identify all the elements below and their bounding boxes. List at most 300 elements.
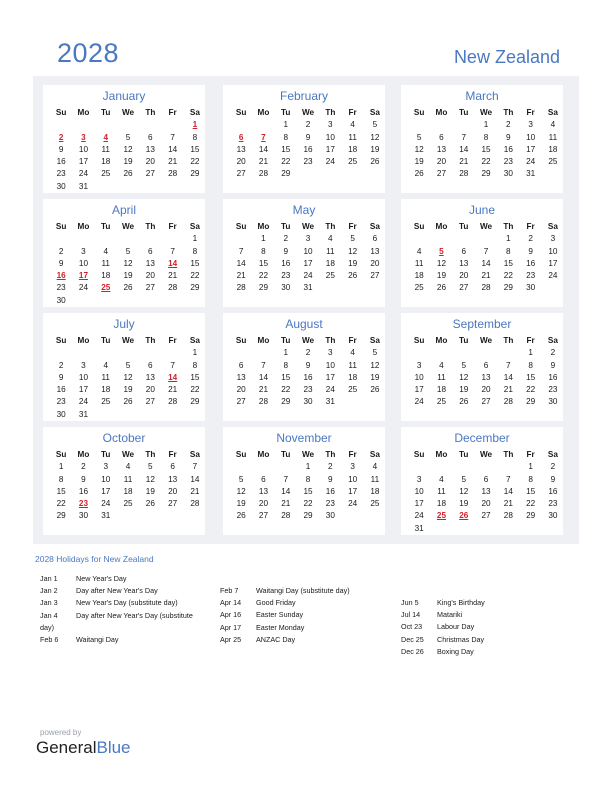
- day-cell[interactable]: 7: [283, 474, 289, 484]
- day-cell[interactable]: 26: [436, 283, 446, 293]
- day-cell[interactable]: 19: [145, 486, 155, 496]
- day-cell[interactable]: 13: [370, 246, 380, 256]
- day-cell[interactable]: 5: [148, 462, 153, 472]
- day-cell[interactable]: 19: [414, 157, 424, 167]
- holiday-day[interactable]: 14: [168, 258, 178, 268]
- day-cell[interactable]: 21: [236, 271, 246, 281]
- day-cell[interactable]: 28: [481, 283, 491, 293]
- day-cell[interactable]: 18: [123, 486, 133, 496]
- day-cell[interactable]: 15: [526, 486, 536, 496]
- day-cell[interactable]: 24: [78, 397, 88, 407]
- day-cell[interactable]: 18: [101, 157, 111, 167]
- day-cell[interactable]: 23: [325, 499, 335, 509]
- day-cell[interactable]: 10: [325, 360, 335, 370]
- day-cell[interactable]: 21: [190, 486, 200, 496]
- day-cell[interactable]: 23: [303, 385, 313, 395]
- day-cell[interactable]: 12: [370, 132, 380, 142]
- day-cell[interactable]: 22: [526, 499, 536, 509]
- day-cell[interactable]: 21: [258, 157, 268, 167]
- day-cell[interactable]: 4: [350, 120, 355, 130]
- day-cell[interactable]: 24: [348, 499, 358, 509]
- day-cell[interactable]: 29: [281, 169, 291, 179]
- day-cell[interactable]: 23: [503, 157, 513, 167]
- day-cell[interactable]: 8: [283, 132, 289, 142]
- day-cell[interactable]: 19: [348, 258, 358, 268]
- day-cell[interactable]: 12: [459, 372, 469, 382]
- day-cell[interactable]: 30: [281, 283, 291, 293]
- day-cell[interactable]: 30: [548, 511, 558, 521]
- day-cell[interactable]: 24: [325, 157, 335, 167]
- day-cell[interactable]: 11: [101, 258, 110, 268]
- day-cell[interactable]: 6: [461, 246, 467, 256]
- day-cell[interactable]: 13: [145, 372, 155, 382]
- day-cell[interactable]: 16: [548, 372, 558, 382]
- day-cell[interactable]: 3: [81, 360, 86, 370]
- day-cell[interactable]: 31: [303, 283, 313, 293]
- day-cell[interactable]: 5: [372, 348, 378, 358]
- day-cell[interactable]: 1: [305, 462, 311, 472]
- day-cell[interactable]: 24: [526, 157, 536, 167]
- day-cell[interactable]: 18: [348, 372, 358, 382]
- day-cell[interactable]: 8: [261, 246, 266, 256]
- day-cell[interactable]: 7: [170, 246, 175, 256]
- day-cell[interactable]: 7: [506, 360, 511, 370]
- day-cell[interactable]: 9: [58, 372, 64, 382]
- day-cell[interactable]: 27: [145, 169, 155, 179]
- day-cell[interactable]: 28: [503, 511, 513, 521]
- day-cell[interactable]: 23: [303, 157, 313, 167]
- day-cell[interactable]: 12: [459, 486, 469, 496]
- day-cell[interactable]: 14: [190, 474, 200, 484]
- day-cell[interactable]: 14: [258, 144, 268, 154]
- day-cell[interactable]: 6: [238, 360, 244, 370]
- day-cell[interactable]: 8: [192, 246, 198, 256]
- day-cell[interactable]: 27: [236, 169, 246, 179]
- day-cell[interactable]: 2: [550, 462, 556, 472]
- day-cell[interactable]: 22: [481, 157, 491, 167]
- day-cell[interactable]: 28: [258, 397, 268, 407]
- day-cell[interactable]: 4: [350, 348, 355, 358]
- day-cell[interactable]: 25: [414, 283, 424, 293]
- day-cell[interactable]: 16: [56, 385, 66, 395]
- day-cell[interactable]: 3: [550, 234, 556, 244]
- day-cell[interactable]: 9: [550, 474, 556, 484]
- day-cell[interactable]: 24: [325, 385, 335, 395]
- day-cell[interactable]: 11: [348, 132, 357, 142]
- day-cell[interactable]: 16: [548, 486, 558, 496]
- day-cell[interactable]: 7: [461, 132, 467, 142]
- day-cell[interactable]: 25: [348, 157, 358, 167]
- day-cell[interactable]: 8: [192, 360, 198, 370]
- day-cell[interactable]: 10: [348, 474, 358, 484]
- day-cell[interactable]: 24: [303, 271, 313, 281]
- day-cell[interactable]: 27: [436, 169, 446, 179]
- holiday-day[interactable]: 3: [81, 132, 86, 142]
- day-cell[interactable]: 10: [526, 132, 536, 142]
- day-cell[interactable]: 9: [305, 360, 311, 370]
- day-cell[interactable]: 1: [261, 234, 266, 244]
- day-cell[interactable]: 23: [56, 283, 66, 293]
- holiday-day[interactable]: 25: [101, 283, 111, 293]
- day-cell[interactable]: 3: [350, 462, 355, 472]
- day-cell[interactable]: 30: [56, 409, 66, 419]
- day-cell[interactable]: 2: [305, 348, 311, 358]
- day-cell[interactable]: 19: [123, 271, 133, 281]
- day-cell[interactable]: 28: [281, 511, 291, 521]
- day-cell[interactable]: 13: [236, 144, 246, 154]
- day-cell[interactable]: 11: [326, 246, 335, 256]
- day-cell[interactable]: 26: [459, 397, 469, 407]
- day-cell[interactable]: 25: [101, 397, 111, 407]
- day-cell[interactable]: 20: [370, 258, 380, 268]
- day-cell[interactable]: 29: [56, 511, 66, 521]
- day-cell[interactable]: 26: [236, 511, 246, 521]
- day-cell[interactable]: 15: [258, 258, 268, 268]
- day-cell[interactable]: 13: [168, 474, 178, 484]
- day-cell[interactable]: 7: [170, 360, 175, 370]
- day-cell[interactable]: 6: [439, 132, 444, 142]
- day-cell[interactable]: 8: [528, 474, 533, 484]
- day-cell[interactable]: 21: [168, 157, 178, 167]
- holiday-day[interactable]: 17: [78, 271, 88, 281]
- day-cell[interactable]: 11: [548, 132, 558, 142]
- day-cell[interactable]: 17: [325, 372, 335, 382]
- day-cell[interactable]: 14: [258, 372, 268, 382]
- day-cell[interactable]: 15: [503, 258, 513, 268]
- day-cell[interactable]: 9: [58, 258, 64, 268]
- day-cell[interactable]: 15: [281, 144, 291, 154]
- day-cell[interactable]: 8: [528, 360, 533, 370]
- day-cell[interactable]: 10: [78, 144, 88, 154]
- day-cell[interactable]: 7: [238, 246, 244, 256]
- day-cell[interactable]: 22: [281, 157, 291, 167]
- day-cell[interactable]: 1: [483, 120, 489, 130]
- day-cell[interactable]: 15: [190, 372, 200, 382]
- day-cell[interactable]: 24: [414, 511, 424, 521]
- day-cell[interactable]: 15: [281, 372, 291, 382]
- day-cell[interactable]: 23: [526, 271, 536, 281]
- day-cell[interactable]: 24: [414, 397, 424, 407]
- day-cell[interactable]: 6: [148, 132, 153, 142]
- day-cell[interactable]: 27: [168, 499, 178, 509]
- holiday-day[interactable]: 26: [459, 511, 469, 521]
- day-cell[interactable]: 25: [370, 499, 380, 509]
- day-cell[interactable]: 20: [145, 271, 155, 281]
- day-cell[interactable]: 10: [101, 474, 111, 484]
- day-cell[interactable]: 13: [436, 144, 446, 154]
- day-cell[interactable]: 17: [78, 157, 88, 167]
- day-cell[interactable]: 14: [281, 486, 291, 496]
- day-cell[interactable]: 3: [81, 246, 86, 256]
- day-cell[interactable]: 4: [439, 360, 444, 370]
- day-cell[interactable]: 9: [550, 360, 556, 370]
- day-cell[interactable]: 4: [416, 246, 422, 256]
- day-cell[interactable]: 3: [416, 360, 422, 370]
- day-cell[interactable]: 8: [283, 360, 289, 370]
- day-cell[interactable]: 12: [145, 474, 155, 484]
- day-cell[interactable]: 19: [436, 271, 446, 281]
- day-cell[interactable]: 1: [192, 348, 198, 358]
- day-cell[interactable]: 12: [414, 144, 424, 154]
- day-cell[interactable]: 1: [283, 348, 289, 358]
- day-cell[interactable]: 14: [503, 372, 513, 382]
- day-cell[interactable]: 2: [283, 234, 289, 244]
- day-cell[interactable]: 3: [305, 234, 311, 244]
- day-cell[interactable]: 13: [481, 372, 491, 382]
- day-cell[interactable]: 21: [503, 499, 513, 509]
- day-cell[interactable]: 13: [145, 258, 155, 268]
- day-cell[interactable]: 6: [170, 462, 175, 472]
- day-cell[interactable]: 31: [526, 169, 536, 179]
- day-cell[interactable]: 9: [283, 246, 289, 256]
- day-cell[interactable]: 2: [81, 462, 86, 472]
- day-cell[interactable]: 5: [125, 132, 131, 142]
- day-cell[interactable]: 14: [459, 144, 469, 154]
- day-cell[interactable]: 31: [414, 523, 424, 533]
- day-cell[interactable]: 16: [281, 258, 291, 268]
- day-cell[interactable]: 4: [439, 474, 444, 484]
- day-cell[interactable]: 17: [548, 258, 558, 268]
- day-cell[interactable]: 20: [459, 271, 469, 281]
- day-cell[interactable]: 30: [56, 181, 66, 191]
- day-cell[interactable]: 26: [370, 157, 380, 167]
- holiday-day[interactable]: 2: [58, 132, 64, 142]
- day-cell[interactable]: 8: [192, 132, 198, 142]
- day-cell[interactable]: 21: [168, 271, 178, 281]
- day-cell[interactable]: 4: [372, 462, 378, 472]
- day-cell[interactable]: 20: [236, 385, 246, 395]
- day-cell[interactable]: 5: [461, 474, 467, 484]
- day-cell[interactable]: 16: [56, 157, 66, 167]
- day-cell[interactable]: 18: [548, 144, 558, 154]
- day-cell[interactable]: 18: [436, 499, 446, 509]
- day-cell[interactable]: 29: [190, 283, 200, 293]
- day-cell[interactable]: 4: [103, 246, 109, 256]
- day-cell[interactable]: 16: [303, 144, 313, 154]
- day-cell[interactable]: 9: [528, 246, 533, 256]
- day-cell[interactable]: 7: [170, 132, 175, 142]
- day-cell[interactable]: 3: [528, 120, 533, 130]
- day-cell[interactable]: 21: [168, 385, 178, 395]
- day-cell[interactable]: 14: [168, 144, 178, 154]
- day-cell[interactable]: 3: [416, 474, 422, 484]
- day-cell[interactable]: 2: [305, 120, 311, 130]
- day-cell[interactable]: 5: [350, 234, 355, 244]
- day-cell[interactable]: 20: [258, 499, 268, 509]
- day-cell[interactable]: 8: [58, 474, 64, 484]
- day-cell[interactable]: 29: [303, 511, 313, 521]
- day-cell[interactable]: 10: [78, 372, 88, 382]
- day-cell[interactable]: 22: [56, 499, 66, 509]
- day-cell[interactable]: 21: [258, 385, 268, 395]
- day-cell[interactable]: 21: [281, 499, 291, 509]
- day-cell[interactable]: 9: [81, 474, 86, 484]
- day-cell[interactable]: 18: [325, 258, 335, 268]
- day-cell[interactable]: 17: [325, 144, 335, 154]
- day-cell[interactable]: 22: [190, 157, 200, 167]
- day-cell[interactable]: 28: [168, 397, 178, 407]
- holiday-day[interactable]: 7: [261, 132, 266, 142]
- day-cell[interactable]: 6: [148, 360, 153, 370]
- day-cell[interactable]: 27: [145, 397, 155, 407]
- day-cell[interactable]: 24: [548, 271, 558, 281]
- day-cell[interactable]: 29: [190, 169, 200, 179]
- day-cell[interactable]: 17: [78, 385, 88, 395]
- day-cell[interactable]: 23: [56, 169, 66, 179]
- day-cell[interactable]: 4: [550, 120, 556, 130]
- day-cell[interactable]: 18: [414, 271, 424, 281]
- day-cell[interactable]: 8: [305, 474, 311, 484]
- day-cell[interactable]: 17: [414, 385, 424, 395]
- day-cell[interactable]: 19: [370, 372, 380, 382]
- day-cell[interactable]: 2: [58, 246, 64, 256]
- day-cell[interactable]: 29: [258, 283, 268, 293]
- day-cell[interactable]: 11: [123, 474, 133, 484]
- day-cell[interactable]: 13: [258, 486, 268, 496]
- day-cell[interactable]: 17: [348, 486, 358, 496]
- day-cell[interactable]: 12: [123, 258, 133, 268]
- day-cell[interactable]: 29: [503, 283, 513, 293]
- day-cell[interactable]: 24: [101, 499, 111, 509]
- day-cell[interactable]: 6: [372, 234, 378, 244]
- day-cell[interactable]: 20: [168, 486, 178, 496]
- day-cell[interactable]: 20: [481, 385, 491, 395]
- day-cell[interactable]: 19: [123, 385, 133, 395]
- day-cell[interactable]: 17: [303, 258, 313, 268]
- day-cell[interactable]: 6: [483, 360, 489, 370]
- day-cell[interactable]: 22: [303, 499, 313, 509]
- day-cell[interactable]: 15: [481, 144, 491, 154]
- day-cell[interactable]: 18: [348, 144, 358, 154]
- day-cell[interactable]: 19: [459, 499, 469, 509]
- day-cell[interactable]: 23: [548, 499, 558, 509]
- day-cell[interactable]: 12: [236, 486, 246, 496]
- day-cell[interactable]: 28: [236, 283, 246, 293]
- day-cell[interactable]: 19: [236, 499, 246, 509]
- day-cell[interactable]: 4: [125, 462, 131, 472]
- day-cell[interactable]: 23: [56, 397, 66, 407]
- day-cell[interactable]: 16: [325, 486, 335, 496]
- day-cell[interactable]: 13: [145, 144, 155, 154]
- day-cell[interactable]: 25: [325, 271, 335, 281]
- day-cell[interactable]: 14: [503, 486, 513, 496]
- day-cell[interactable]: 6: [148, 246, 153, 256]
- day-cell[interactable]: 31: [101, 511, 111, 521]
- day-cell[interactable]: 3: [103, 462, 109, 472]
- day-cell[interactable]: 30: [503, 169, 513, 179]
- day-cell[interactable]: 17: [101, 486, 111, 496]
- holiday-day[interactable]: 14: [168, 372, 178, 382]
- day-cell[interactable]: 12: [348, 246, 358, 256]
- day-cell[interactable]: 27: [236, 397, 246, 407]
- holiday-day[interactable]: 25: [436, 511, 446, 521]
- day-cell[interactable]: 23: [281, 271, 291, 281]
- brand-logo[interactable]: [36, 738, 131, 758]
- day-cell[interactable]: 25: [101, 169, 111, 179]
- day-cell[interactable]: 4: [328, 234, 333, 244]
- day-cell[interactable]: 21: [459, 157, 469, 167]
- day-cell[interactable]: 16: [526, 258, 536, 268]
- day-cell[interactable]: 26: [123, 283, 133, 293]
- day-cell[interactable]: 13: [481, 486, 491, 496]
- day-cell[interactable]: 26: [348, 271, 358, 281]
- day-cell[interactable]: 30: [526, 283, 536, 293]
- day-cell[interactable]: 27: [145, 283, 155, 293]
- day-cell[interactable]: 25: [548, 157, 558, 167]
- day-cell[interactable]: 25: [436, 397, 446, 407]
- day-cell[interactable]: 18: [370, 486, 380, 496]
- day-cell[interactable]: 12: [370, 360, 380, 370]
- day-cell[interactable]: 29: [190, 397, 200, 407]
- day-cell[interactable]: 15: [190, 144, 200, 154]
- day-cell[interactable]: 19: [123, 157, 133, 167]
- day-cell[interactable]: 25: [348, 385, 358, 395]
- day-cell[interactable]: 21: [503, 385, 513, 395]
- day-cell[interactable]: 16: [503, 144, 513, 154]
- day-cell[interactable]: 11: [101, 372, 110, 382]
- day-cell[interactable]: 5: [461, 360, 467, 370]
- day-cell[interactable]: 1: [528, 462, 533, 472]
- day-cell[interactable]: 5: [416, 132, 422, 142]
- day-cell[interactable]: 18: [101, 271, 111, 281]
- day-cell[interactable]: 2: [58, 360, 64, 370]
- day-cell[interactable]: 26: [414, 169, 424, 179]
- day-cell[interactable]: 26: [123, 397, 133, 407]
- day-cell[interactable]: 10: [78, 258, 88, 268]
- day-cell[interactable]: 9: [506, 132, 511, 142]
- day-cell[interactable]: 14: [236, 258, 246, 268]
- day-cell[interactable]: 5: [125, 360, 131, 370]
- day-cell[interactable]: 12: [123, 144, 133, 154]
- day-cell[interactable]: 24: [78, 283, 88, 293]
- day-cell[interactable]: 27: [459, 283, 469, 293]
- day-cell[interactable]: 29: [481, 169, 491, 179]
- day-cell[interactable]: 10: [325, 132, 335, 142]
- day-cell[interactable]: 8: [483, 132, 489, 142]
- day-cell[interactable]: 7: [506, 474, 511, 484]
- day-cell[interactable]: 4: [103, 360, 109, 370]
- day-cell[interactable]: 27: [481, 511, 491, 521]
- day-cell[interactable]: 12: [436, 258, 446, 268]
- day-cell[interactable]: 28: [459, 169, 469, 179]
- day-cell[interactable]: 30: [303, 397, 313, 407]
- day-cell[interactable]: 11: [437, 372, 446, 382]
- day-cell[interactable]: 14: [481, 258, 491, 268]
- day-cell[interactable]: 11: [101, 144, 110, 154]
- day-cell[interactable]: 30: [78, 511, 88, 521]
- day-cell[interactable]: 22: [503, 271, 513, 281]
- day-cell[interactable]: 22: [190, 271, 200, 281]
- day-cell[interactable]: 9: [58, 144, 64, 154]
- day-cell[interactable]: 30: [56, 295, 66, 305]
- day-cell[interactable]: 15: [303, 486, 313, 496]
- holiday-day[interactable]: 5: [439, 246, 444, 256]
- day-cell[interactable]: 2: [328, 462, 333, 472]
- day-cell[interactable]: 28: [258, 169, 268, 179]
- day-cell[interactable]: 26: [145, 499, 155, 509]
- day-cell[interactable]: 3: [328, 120, 333, 130]
- day-cell[interactable]: 31: [78, 409, 88, 419]
- day-cell[interactable]: 15: [56, 486, 66, 496]
- day-cell[interactable]: 18: [436, 385, 446, 395]
- holiday-day[interactable]: 6: [238, 132, 244, 142]
- day-cell[interactable]: 10: [548, 246, 558, 256]
- day-cell[interactable]: 30: [325, 511, 335, 521]
- day-cell[interactable]: 19: [459, 385, 469, 395]
- day-cell[interactable]: 2: [528, 234, 533, 244]
- day-cell[interactable]: 1: [283, 120, 289, 130]
- day-cell[interactable]: 30: [548, 397, 558, 407]
